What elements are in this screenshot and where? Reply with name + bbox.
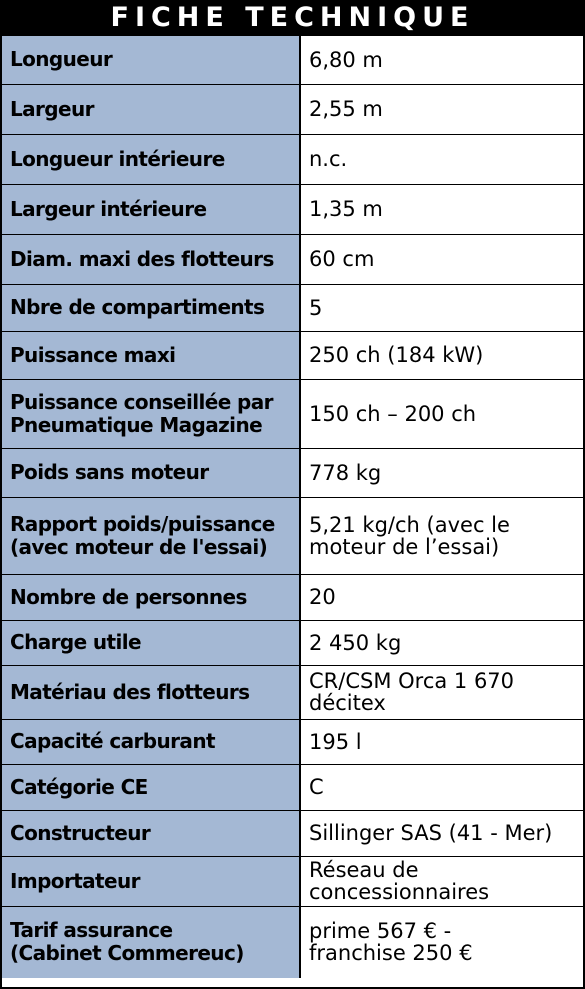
table-row xyxy=(2,234,583,284)
row-value: 150 ch – 200 ch xyxy=(300,379,583,448)
row-label: Nbre de compartiments xyxy=(2,284,300,331)
row-label: Puissance conseillée par Pneumatique Magazine xyxy=(2,379,300,448)
table-row xyxy=(2,134,583,184)
sheet-title: FICHE TECHNIQUE xyxy=(2,0,583,36)
table-row xyxy=(2,448,583,497)
table-row xyxy=(2,497,583,574)
row-label: Matériau des flotteurs xyxy=(2,665,300,719)
row-value: 1,35 m xyxy=(300,184,583,234)
table-row xyxy=(2,620,583,665)
row-label: Importateur xyxy=(2,856,300,906)
row-value: 2 450 kg xyxy=(300,620,583,665)
table-row xyxy=(2,84,583,134)
table-row xyxy=(2,665,583,719)
row-value: Sillinger SAS (41 - Mer) xyxy=(300,810,583,856)
row-value: 250 ch (184 kW) xyxy=(300,331,583,379)
table-row xyxy=(2,719,583,764)
row-value: 5,21 kg/ch (avec le moteur de l’essai) xyxy=(300,497,583,574)
row-label: Longueur xyxy=(2,36,300,84)
row-value: n.c. xyxy=(300,134,583,184)
row-value: 778 kg xyxy=(300,448,583,497)
table-row xyxy=(2,810,583,856)
row-label: Capacité carburant xyxy=(2,719,300,764)
row-value: Réseau de concessionnaires xyxy=(300,856,583,906)
row-label: Constructeur xyxy=(2,810,300,856)
row-value: CR/CSM Orca 1 670 décitex xyxy=(300,665,583,719)
row-value: 5 xyxy=(300,284,583,331)
row-label: Largeur xyxy=(2,84,300,134)
table-row xyxy=(2,764,583,810)
row-value: 60 cm xyxy=(300,234,583,284)
table-row xyxy=(2,36,583,84)
row-value: C xyxy=(300,764,583,810)
row-label: Poids sans moteur xyxy=(2,448,300,497)
table-row xyxy=(2,379,583,448)
row-value: 20 xyxy=(300,574,583,620)
table-row xyxy=(2,906,583,978)
row-label: Rapport poids/puissance (avec moteur de l'essai) xyxy=(2,497,300,574)
row-value: 6,80 m xyxy=(300,36,583,84)
row-value: 2,55 m xyxy=(300,84,583,134)
table-row xyxy=(2,284,583,331)
row-label: Puissance maxi xyxy=(2,331,300,379)
row-label: Longueur intérieure xyxy=(2,134,300,184)
table-row xyxy=(2,856,583,906)
row-label: Diam. maxi des flotteurs xyxy=(2,234,300,284)
row-label: Nombre de personnes xyxy=(2,574,300,620)
row-value: 195 l xyxy=(300,719,583,764)
row-value: prime 567 € - franchise 250 € xyxy=(300,906,583,978)
row-label: Charge utile xyxy=(2,620,300,665)
table-row xyxy=(2,574,583,620)
table-row xyxy=(2,331,583,379)
row-label: Catégorie CE xyxy=(2,764,300,810)
row-label: Tarif assurance (Cabinet Commereuc) xyxy=(2,906,300,978)
row-label: Largeur intérieure xyxy=(2,184,300,234)
table-row xyxy=(2,184,583,234)
spec-table xyxy=(2,36,583,978)
